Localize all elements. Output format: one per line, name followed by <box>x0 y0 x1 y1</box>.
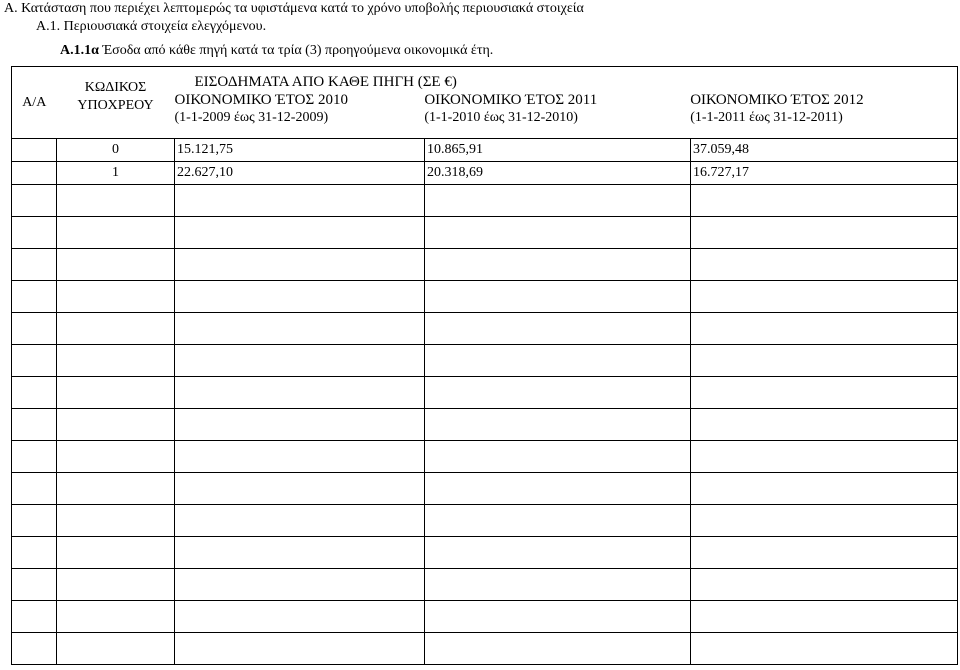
empty-cell <box>425 569 691 601</box>
empty-cell <box>425 377 691 409</box>
empty-cell <box>425 249 691 281</box>
empty-cell <box>691 409 958 441</box>
table-header-row <box>12 67 958 139</box>
empty-cell <box>57 281 175 313</box>
col-aa-label: Α/Α <box>22 94 47 110</box>
empty-cell <box>691 601 958 633</box>
empty-cell <box>175 441 425 473</box>
year-2012-title: ΟΙΚΟΝΟΜΙΚΟ ΈΤΟΣ 2012 <box>690 92 864 108</box>
empty-cell <box>175 473 425 505</box>
empty-row <box>12 249 958 281</box>
income-table <box>11 66 958 665</box>
empty-cell <box>425 537 691 569</box>
empty-cell <box>691 313 958 345</box>
table-row <box>12 139 958 162</box>
empty-cell <box>425 601 691 633</box>
empty-row <box>12 217 958 249</box>
section-title: Έσοδα από κάθε πηγή κατά τα τρία (3) προηγούμενα οικονομικά έτη. <box>98 43 494 58</box>
empty-row <box>12 281 958 313</box>
empty-cell <box>691 281 958 313</box>
empty-cell <box>57 537 175 569</box>
empty-row <box>12 185 958 217</box>
col-code-label-2: ΥΠΟΧΡΕΟΥ <box>77 98 154 113</box>
empty-cell <box>57 505 175 537</box>
empty-row <box>12 537 958 569</box>
empty-cell <box>425 505 691 537</box>
income-group-header <box>175 67 958 139</box>
empty-row <box>12 505 958 537</box>
empty-cell <box>175 185 425 217</box>
empty-cell <box>12 537 57 569</box>
empty-cell <box>691 537 958 569</box>
year-2010-range: (1-1-2009 έως 31-12-2009) <box>174 110 329 125</box>
empty-cell <box>425 633 691 665</box>
empty-cell <box>12 409 57 441</box>
empty-cell <box>57 601 175 633</box>
empty-cell <box>12 313 57 345</box>
empty-cell <box>57 185 175 217</box>
empty-cell <box>12 249 57 281</box>
empty-cell <box>12 569 57 601</box>
empty-cell <box>57 377 175 409</box>
empty-cell <box>175 249 425 281</box>
year-headers <box>175 91 958 127</box>
empty-row <box>12 441 958 473</box>
empty-cell <box>691 377 958 409</box>
section-code: Α.1.1α <box>60 43 99 58</box>
year-2011-range: (1-1-2010 έως 31-12-2010) <box>424 110 578 125</box>
value-2011-cell: 20.318,69 <box>425 162 691 185</box>
empty-cell <box>175 505 425 537</box>
empty-cell <box>175 281 425 313</box>
value-2011-cell: 10.865,91 <box>425 139 691 162</box>
value-2012-cell: 37.059,48 <box>691 139 958 162</box>
header-line-1: Α. Κατάσταση που περιέχει λεπτομερώς τα υφιστάμενα κατά το χρόνο υποβολής περιουσιακά στοιχεία <box>4 1 584 16</box>
empty-cell <box>12 601 57 633</box>
empty-row <box>12 313 958 345</box>
empty-cell <box>57 345 175 377</box>
aa-cell <box>12 162 57 185</box>
value-2010-cell: 22.627,10 <box>175 162 425 185</box>
empty-cell <box>12 217 57 249</box>
empty-row <box>12 409 958 441</box>
year-2010-title: ΟΙΚΟΝΟΜΙΚΟ ΈΤΟΣ 2010 <box>174 92 348 108</box>
empty-cell <box>175 569 425 601</box>
empty-cell <box>691 249 958 281</box>
code-cell: 1 <box>57 162 175 185</box>
col-aa-header <box>12 67 57 139</box>
empty-row <box>12 377 958 409</box>
empty-row <box>12 633 958 665</box>
empty-cell <box>175 217 425 249</box>
table-row <box>12 162 958 185</box>
empty-cell <box>425 473 691 505</box>
empty-cell <box>691 633 958 665</box>
empty-cell <box>425 185 691 217</box>
empty-cell <box>691 345 958 377</box>
year-2012-header <box>690 91 957 127</box>
empty-cell <box>691 217 958 249</box>
empty-cell <box>57 633 175 665</box>
empty-cell <box>12 185 57 217</box>
group-title: ΕΙΣΟΔΗΜΑΤΑ ΑΠΟ ΚΑΘΕ ΠΗΓΗ (ΣΕ €) <box>194 74 457 90</box>
year-2010-header <box>175 91 425 127</box>
empty-cell <box>57 441 175 473</box>
empty-row <box>12 473 958 505</box>
empty-cell <box>425 281 691 313</box>
empty-cell <box>425 313 691 345</box>
empty-cell <box>175 377 425 409</box>
col-code-label-1: ΚΩΔΙΚΟΣ <box>84 80 147 95</box>
empty-cell <box>175 313 425 345</box>
empty-cell <box>57 217 175 249</box>
col-code-header <box>57 67 175 139</box>
year-2011-title: ΟΙΚΟΝΟΜΙΚΟ ΈΤΟΣ 2011 <box>424 92 598 108</box>
empty-cell <box>425 217 691 249</box>
header-line-3 <box>60 43 493 59</box>
empty-cell <box>425 409 691 441</box>
empty-cell <box>57 249 175 281</box>
empty-cell <box>691 185 958 217</box>
code-cell: 0 <box>57 139 175 162</box>
empty-cell <box>425 441 691 473</box>
header-line-2: Α.1. Περιουσιακά στοιχεία ελεγχόμενου. <box>36 19 267 34</box>
empty-cell <box>175 537 425 569</box>
empty-cell <box>175 409 425 441</box>
value-2010-cell: 15.121,75 <box>175 139 425 162</box>
empty-cell <box>175 345 425 377</box>
year-2012-range: (1-1-2011 έως 31-12-2011) <box>690 110 843 125</box>
empty-cell <box>12 505 57 537</box>
empty-cell <box>691 505 958 537</box>
empty-row <box>12 601 958 633</box>
empty-cell <box>12 377 57 409</box>
empty-cell <box>57 409 175 441</box>
aa-cell <box>12 139 57 162</box>
empty-row <box>12 345 958 377</box>
empty-row <box>12 569 958 601</box>
empty-cell <box>691 441 958 473</box>
empty-cell <box>12 281 57 313</box>
empty-cell <box>57 313 175 345</box>
empty-cell <box>425 345 691 377</box>
empty-cell <box>57 569 175 601</box>
empty-cell <box>175 633 425 665</box>
year-2011-header <box>424 91 690 127</box>
empty-cell <box>691 569 958 601</box>
empty-cell <box>12 473 57 505</box>
empty-cell <box>175 601 425 633</box>
value-2012-cell: 16.727,17 <box>691 162 958 185</box>
empty-cell <box>57 473 175 505</box>
empty-cell <box>691 473 958 505</box>
empty-cell <box>12 441 57 473</box>
empty-cell <box>12 345 57 377</box>
empty-cell <box>12 633 57 665</box>
